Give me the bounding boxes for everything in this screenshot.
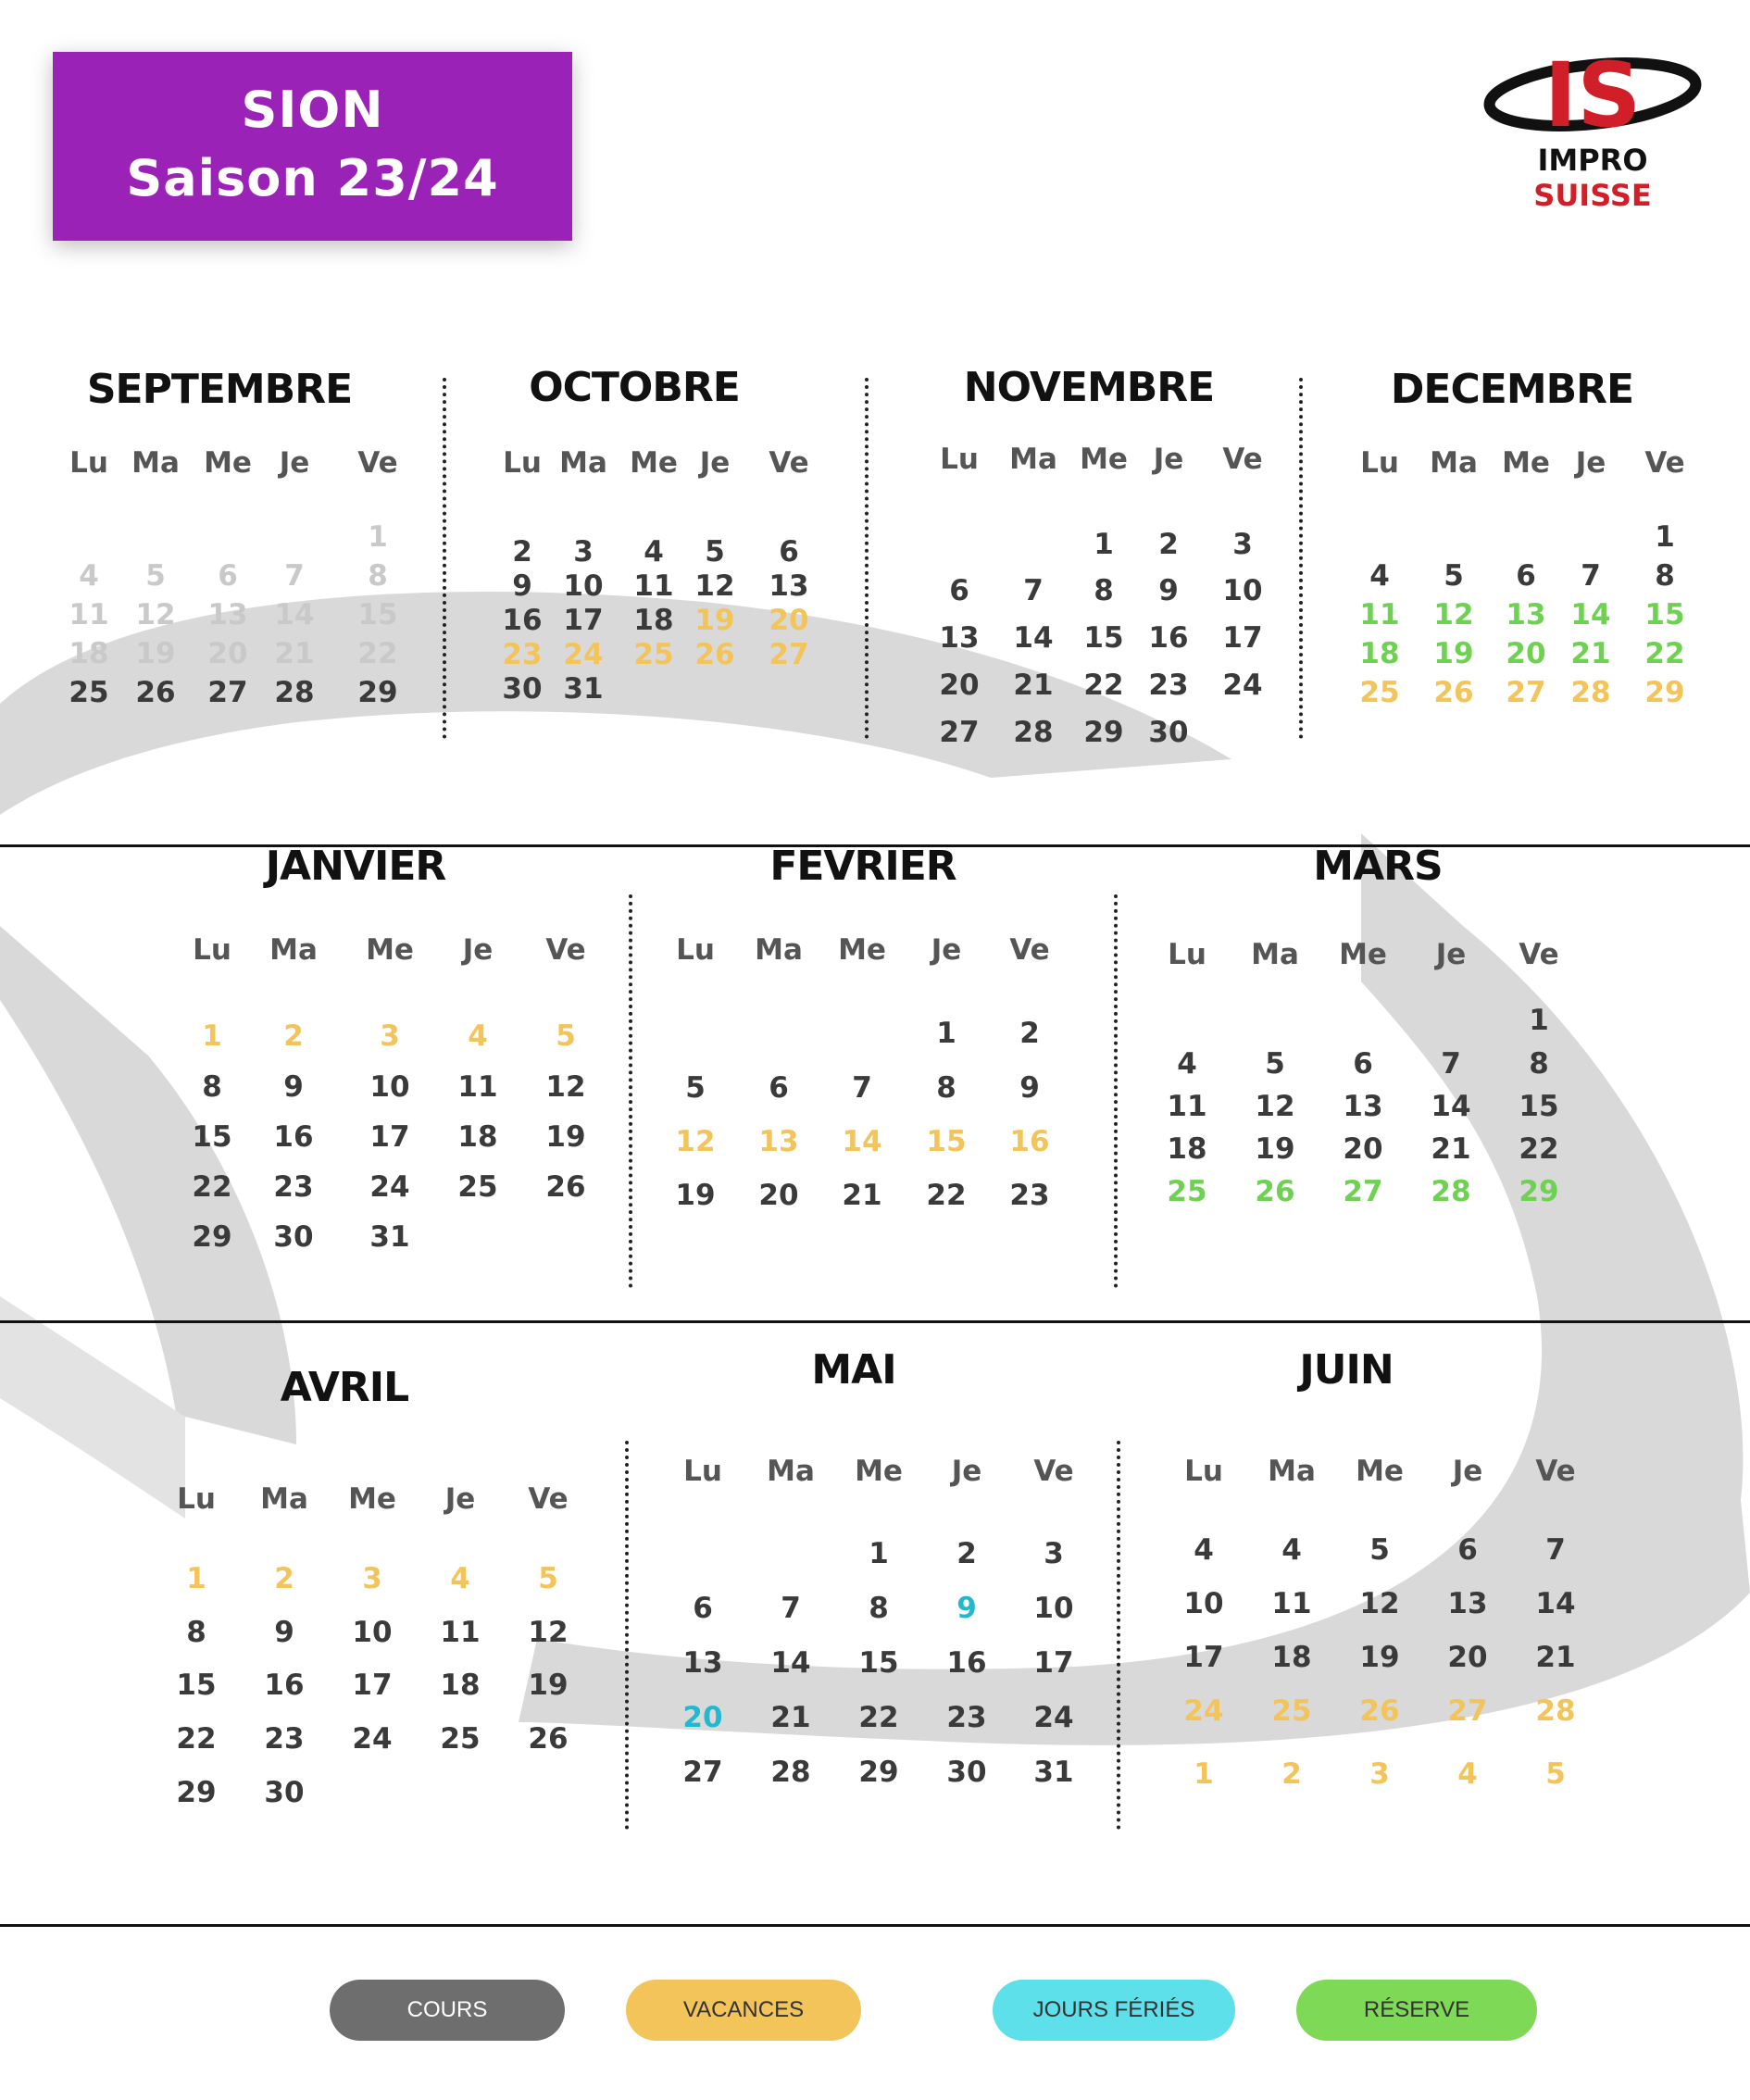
day-cell: 19 [528, 1669, 569, 1702]
weekday-label: Me [1502, 446, 1550, 480]
day-cell: 5 [538, 1562, 558, 1595]
day-cell: 8 [1094, 574, 1114, 607]
weekday-label: Me [838, 933, 886, 967]
day-cell: 21 [1013, 669, 1054, 702]
weekday-label: Me [630, 446, 678, 480]
day-cell: 15 [176, 1669, 217, 1702]
day-cell: 22 [858, 1701, 899, 1734]
day-cell: 5 [1545, 1757, 1566, 1791]
day-cell: 15 [1083, 621, 1124, 655]
weekday-label: Je [699, 446, 731, 480]
legend-cours: COURS [330, 1980, 565, 2041]
day-cell: 8 [936, 1071, 956, 1105]
day-cell: 17 [1033, 1646, 1074, 1680]
day-cell: 22 [192, 1170, 232, 1204]
day-cell: 3 [1044, 1537, 1064, 1570]
day-cell: 20 [682, 1701, 723, 1734]
month-name: SEPTEMBRE [86, 365, 353, 413]
day-cell: 6 [769, 1071, 789, 1105]
day-cell: 25 [440, 1722, 481, 1756]
month-name: OCTOBRE [529, 363, 740, 411]
day-cell: 13 [1343, 1090, 1383, 1123]
day-cell: 14 [1535, 1587, 1576, 1620]
weekday-label: Ma [1009, 443, 1057, 476]
day-cell: 12 [135, 598, 176, 631]
day-cell: 4 [468, 1019, 488, 1053]
separator-7 [1117, 1441, 1120, 1830]
day-cell: 3 [362, 1562, 382, 1595]
day-cell: 1 [186, 1562, 206, 1595]
day-cell: 1 [368, 520, 388, 554]
day-cell: 28 [1013, 716, 1054, 749]
day-cell: 18 [457, 1120, 498, 1154]
weekday-label: Ve [769, 446, 809, 480]
month-name: JUIN [1299, 1345, 1394, 1394]
weekday-label: Lu [676, 933, 715, 967]
day-cell: 29 [176, 1776, 217, 1809]
day-cell: 29 [1644, 676, 1685, 709]
weekday-label: Lu [683, 1455, 722, 1488]
day-cell: 8 [1655, 559, 1675, 593]
day-cell: 15 [926, 1125, 967, 1158]
day-cell: 27 [939, 716, 980, 749]
day-cell: 27 [1343, 1175, 1383, 1208]
day-cell: 8 [186, 1616, 206, 1649]
day-cell: 13 [758, 1125, 799, 1158]
day-cell: 29 [1519, 1175, 1559, 1208]
day-cell: 18 [69, 637, 109, 670]
day-cell: 26 [528, 1722, 569, 1756]
weekday-label: Je [1575, 446, 1606, 480]
day-cell: 20 [1343, 1132, 1383, 1166]
day-cell: 4 [1369, 559, 1390, 593]
day-cell: 7 [284, 559, 305, 593]
day-cell: 23 [264, 1722, 305, 1756]
day-cell: 9 [283, 1070, 304, 1104]
weekday-label: Ma [755, 933, 803, 967]
day-cell: 26 [694, 638, 735, 671]
impro-suisse-logo [1481, 46, 1704, 213]
day-cell: 29 [192, 1220, 232, 1254]
day-cell: 14 [1013, 621, 1054, 655]
day-cell: 22 [1644, 637, 1685, 670]
weekday-label: Ve [545, 933, 586, 967]
day-cell: 14 [770, 1646, 811, 1680]
day-cell: 15 [858, 1646, 899, 1680]
separator-3 [1299, 378, 1303, 739]
separator-1 [443, 378, 446, 739]
separator-4 [629, 894, 632, 1288]
day-cell: 1 [1655, 520, 1675, 554]
day-cell: 19 [1359, 1641, 1400, 1674]
day-cell: 22 [926, 1179, 967, 1212]
day-cell: 18 [1271, 1641, 1312, 1674]
day-cell: 6 [1457, 1533, 1478, 1567]
day-cell: 7 [1545, 1533, 1566, 1567]
month-name: AVRIL [280, 1363, 409, 1411]
day-cell: 23 [1009, 1179, 1050, 1212]
day-cell: 16 [946, 1646, 987, 1680]
day-cell: 23 [946, 1701, 987, 1734]
day-cell: 4 [1457, 1757, 1478, 1791]
day-cell: 5 [1265, 1047, 1285, 1081]
weekday-label: Ma [767, 1455, 815, 1488]
day-cell: 13 [207, 598, 248, 631]
weekday-label: Je [462, 933, 494, 967]
day-cell: 6 [949, 574, 969, 607]
weekday-label: Je [951, 1455, 982, 1488]
day-cell: 7 [781, 1592, 801, 1625]
legend-réserve: RÉSERVE [1296, 1980, 1537, 2041]
day-cell: 29 [1083, 716, 1124, 749]
title-season: Saison 23/24 [126, 149, 499, 207]
day-cell: 3 [1232, 528, 1253, 561]
day-cell: 19 [675, 1179, 716, 1212]
day-cell: 18 [440, 1669, 481, 1702]
weekday-label: Ve [1535, 1455, 1576, 1488]
day-cell: 22 [357, 637, 398, 670]
day-cell: 24 [1033, 1701, 1074, 1734]
day-cell: 15 [1519, 1090, 1559, 1123]
day-cell: 26 [1359, 1694, 1400, 1728]
day-cell: 10 [369, 1070, 410, 1104]
day-cell: 20 [758, 1179, 799, 1212]
day-cell: 5 [1369, 1533, 1390, 1567]
day-cell: 17 [563, 604, 604, 637]
day-cell: 6 [693, 1592, 713, 1625]
day-cell: 13 [682, 1646, 723, 1680]
day-cell: 13 [1447, 1587, 1488, 1620]
day-cell: 13 [939, 621, 980, 655]
weekday-label: Lu [69, 446, 108, 480]
day-cell: 5 [705, 535, 725, 569]
title-city: SION [241, 81, 384, 139]
day-cell: 2 [512, 535, 532, 569]
day-cell: 2 [283, 1019, 304, 1053]
legend-jours-fériés: JOURS FÉRIÉS [993, 1980, 1235, 2041]
day-cell: 27 [769, 638, 809, 671]
day-cell: 2 [1019, 1017, 1040, 1050]
separator-6 [625, 1441, 629, 1830]
day-cell: 27 [1506, 676, 1546, 709]
day-cell: 20 [1506, 637, 1546, 670]
day-cell: 11 [633, 569, 674, 603]
day-cell: 31 [1033, 1756, 1074, 1789]
day-cell: 18 [633, 604, 674, 637]
day-cell: 28 [1535, 1694, 1576, 1728]
day-cell: 25 [69, 676, 109, 709]
day-cell: 2 [1281, 1757, 1302, 1791]
day-cell: 18 [1359, 637, 1400, 670]
day-cell: 27 [682, 1756, 723, 1789]
day-cell: 8 [1529, 1047, 1549, 1081]
day-cell: 16 [1009, 1125, 1050, 1158]
month-name: NOVEMBRE [963, 363, 1215, 411]
day-cell: 26 [1433, 676, 1474, 709]
day-cell: 21 [274, 637, 315, 670]
day-cell: 24 [1183, 1694, 1224, 1728]
day-cell: 16 [1148, 621, 1189, 655]
weekday-label: Me [204, 446, 252, 480]
day-cell: 10 [1183, 1587, 1224, 1620]
day-cell: 19 [1433, 637, 1474, 670]
day-cell: 24 [563, 638, 604, 671]
weekday-label: Je [1435, 938, 1467, 971]
day-cell: 12 [528, 1616, 569, 1649]
day-cell: 25 [457, 1170, 498, 1204]
weekday-label: Me [1080, 443, 1128, 476]
day-cell: 15 [1644, 598, 1685, 631]
day-cell: 24 [352, 1722, 393, 1756]
day-cell: 14 [1570, 598, 1611, 631]
title-box [53, 52, 572, 241]
row-divider-3 [0, 1924, 1750, 1927]
weekday-label: Lu [503, 446, 542, 480]
day-cell: 3 [573, 535, 594, 569]
day-cell: 12 [1433, 598, 1474, 631]
weekday-label: Me [1339, 938, 1387, 971]
logo-wordmark [1481, 143, 1704, 213]
day-cell: 4 [1177, 1047, 1197, 1081]
logo-word-impro: IMPRO [1537, 143, 1648, 178]
logo-mark-text: IS [1544, 46, 1642, 147]
logo-word-suisse: SUISSE [1533, 178, 1652, 213]
day-cell: 7 [1441, 1047, 1461, 1081]
weekday-label: Ma [260, 1482, 308, 1516]
day-cell: 30 [502, 672, 543, 706]
day-cell: 2 [956, 1537, 977, 1570]
day-cell: 5 [145, 559, 166, 593]
day-cell: 18 [1167, 1132, 1207, 1166]
day-cell: 7 [1023, 574, 1044, 607]
day-cell: 5 [556, 1019, 576, 1053]
weekday-label: Ve [1033, 1455, 1074, 1488]
day-cell: 31 [563, 672, 604, 706]
day-cell: 14 [842, 1125, 882, 1158]
day-cell: 28 [770, 1756, 811, 1789]
weekday-label: Lu [177, 1482, 216, 1516]
day-cell: 30 [264, 1776, 305, 1809]
weekday-label: Ma [1268, 1455, 1316, 1488]
day-cell: 17 [369, 1120, 410, 1154]
day-cell: 14 [1431, 1090, 1471, 1123]
month-name: MARS [1313, 842, 1443, 890]
weekday-label: Ve [528, 1482, 569, 1516]
day-cell: 20 [207, 637, 248, 670]
day-cell: 14 [274, 598, 315, 631]
day-cell: 11 [1271, 1587, 1312, 1620]
weekday-label: Ve [1009, 933, 1050, 967]
weekday-label: Je [931, 933, 962, 967]
weekday-label: Lu [1184, 1455, 1223, 1488]
day-cell: 11 [69, 598, 109, 631]
day-cell: 17 [352, 1669, 393, 1702]
legend-vacances: VACANCES [626, 1980, 861, 2041]
day-cell: 19 [694, 604, 735, 637]
day-cell: 10 [1033, 1592, 1074, 1625]
day-cell: 25 [1167, 1175, 1207, 1208]
day-cell: 11 [1167, 1090, 1207, 1123]
day-cell: 2 [274, 1562, 294, 1595]
day-cell: 1 [869, 1537, 889, 1570]
weekday-label: Je [279, 446, 310, 480]
day-cell: 19 [1255, 1132, 1295, 1166]
day-cell: 30 [273, 1220, 314, 1254]
day-cell: 28 [1431, 1175, 1471, 1208]
separator-5 [1114, 894, 1118, 1288]
day-cell: 12 [694, 569, 735, 603]
month-name: DECEMBRE [1390, 365, 1634, 413]
day-cell: 30 [946, 1756, 987, 1789]
day-cell: 19 [545, 1120, 586, 1154]
weekday-label: Ma [559, 446, 607, 480]
day-cell: 22 [176, 1722, 217, 1756]
day-cell: 6 [1353, 1047, 1373, 1081]
day-cell: 3 [1369, 1757, 1390, 1791]
separator-2 [865, 378, 869, 739]
day-cell: 17 [1222, 621, 1263, 655]
day-cell: 23 [1148, 669, 1189, 702]
day-cell: 1 [936, 1017, 956, 1050]
day-cell: 19 [135, 637, 176, 670]
weekday-label: Lu [193, 933, 231, 967]
day-cell: 29 [858, 1756, 899, 1789]
day-cell: 9 [1019, 1071, 1040, 1105]
day-cell: 21 [1570, 637, 1611, 670]
day-cell: 1 [1529, 1004, 1549, 1037]
day-cell: 4 [1281, 1533, 1302, 1567]
day-cell: 25 [1271, 1694, 1312, 1728]
day-cell: 29 [357, 676, 398, 709]
day-cell: 26 [545, 1170, 586, 1204]
month-name: MAI [811, 1345, 896, 1394]
weekday-label: Ma [1251, 938, 1299, 971]
weekday-label: Ve [1222, 443, 1263, 476]
day-cell: 12 [1255, 1090, 1295, 1123]
day-cell: 20 [939, 669, 980, 702]
day-cell: 4 [644, 535, 664, 569]
day-cell: 28 [274, 676, 315, 709]
day-cell: 28 [1570, 676, 1611, 709]
day-cell: 6 [779, 535, 799, 569]
weekday-label: Ve [1519, 938, 1559, 971]
day-cell: 2 [1158, 528, 1179, 561]
month-name: JANVIER [265, 842, 446, 890]
weekday-label: Ve [357, 446, 398, 480]
weekday-label: Ma [269, 933, 318, 967]
day-cell: 3 [380, 1019, 400, 1053]
month-name: FEVRIER [769, 842, 956, 890]
day-cell: 6 [1516, 559, 1536, 593]
day-cell: 7 [852, 1071, 872, 1105]
day-cell: 11 [457, 1070, 498, 1104]
day-cell: 10 [563, 569, 604, 603]
logo-mark-icon [1481, 46, 1704, 148]
day-cell: 22 [1519, 1132, 1559, 1166]
weekday-label: Ma [1430, 446, 1478, 480]
day-cell: 1 [1194, 1757, 1214, 1791]
weekday-label: Je [1153, 443, 1184, 476]
day-cell: 5 [685, 1071, 706, 1105]
day-cell: 21 [842, 1179, 882, 1212]
day-cell: 31 [369, 1220, 410, 1254]
day-cell: 26 [1255, 1175, 1295, 1208]
day-cell: 23 [502, 638, 543, 671]
day-cell: 12 [545, 1070, 586, 1104]
day-cell: 27 [207, 676, 248, 709]
day-cell: 10 [1222, 574, 1263, 607]
weekday-label: Me [366, 933, 414, 967]
day-cell: 21 [1431, 1132, 1471, 1166]
day-cell: 20 [769, 604, 809, 637]
day-cell: 1 [202, 1019, 222, 1053]
day-cell: 12 [675, 1125, 716, 1158]
day-cell: 25 [1359, 676, 1400, 709]
weekday-label: Me [855, 1455, 903, 1488]
day-cell: 7 [1581, 559, 1601, 593]
day-cell: 1 [1094, 528, 1114, 561]
weekday-label: Lu [1168, 938, 1206, 971]
day-cell: 21 [770, 1701, 811, 1734]
day-cell: 15 [192, 1120, 232, 1154]
day-cell: 22 [1083, 669, 1124, 702]
day-cell: 16 [264, 1669, 305, 1702]
day-cell: 16 [273, 1120, 314, 1154]
day-cell: 9 [512, 569, 532, 603]
weekday-label: Ve [1644, 446, 1685, 480]
weekday-label: Je [1452, 1455, 1483, 1488]
day-cell: 4 [79, 559, 99, 593]
day-cell: 4 [450, 1562, 470, 1595]
day-cell: 8 [202, 1070, 222, 1104]
day-cell: 12 [1359, 1587, 1400, 1620]
day-cell: 13 [1506, 598, 1546, 631]
day-cell: 11 [1359, 598, 1400, 631]
day-cell: 24 [1222, 669, 1263, 702]
day-cell: 11 [440, 1616, 481, 1649]
day-cell: 8 [368, 559, 388, 593]
day-cell: 16 [502, 604, 543, 637]
day-cell: 20 [1447, 1641, 1488, 1674]
day-cell: 9 [956, 1592, 977, 1625]
day-cell: 9 [274, 1616, 294, 1649]
day-cell: 24 [369, 1170, 410, 1204]
weekday-label: Me [1356, 1455, 1404, 1488]
day-cell: 23 [273, 1170, 314, 1204]
day-cell: 27 [1447, 1694, 1488, 1728]
day-cell: 5 [1444, 559, 1464, 593]
day-cell: 21 [1535, 1641, 1576, 1674]
row-divider-2 [0, 1320, 1750, 1323]
day-cell: 13 [769, 569, 809, 603]
day-cell: 26 [135, 676, 176, 709]
day-cell: 10 [352, 1616, 393, 1649]
day-cell: 15 [357, 598, 398, 631]
day-cell: 9 [1158, 574, 1179, 607]
weekday-label: Me [348, 1482, 396, 1516]
weekday-label: Lu [940, 443, 979, 476]
day-cell: 4 [1194, 1533, 1214, 1567]
day-cell: 25 [633, 638, 674, 671]
day-cell: 8 [869, 1592, 889, 1625]
weekday-label: Je [444, 1482, 476, 1516]
weekday-label: Lu [1360, 446, 1399, 480]
day-cell: 30 [1148, 716, 1189, 749]
weekday-label: Ma [131, 446, 180, 480]
day-cell: 6 [218, 559, 238, 593]
day-cell: 17 [1183, 1641, 1224, 1674]
